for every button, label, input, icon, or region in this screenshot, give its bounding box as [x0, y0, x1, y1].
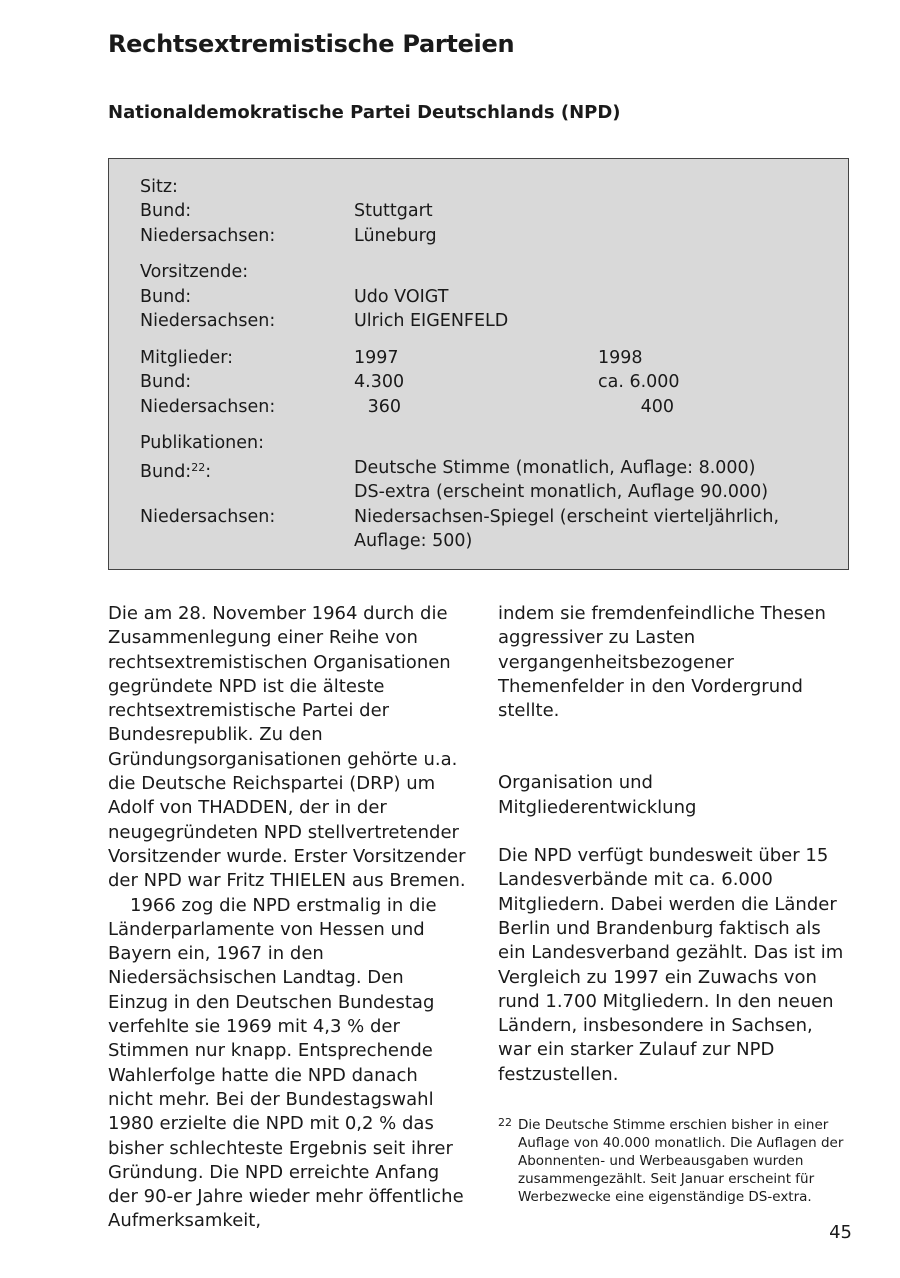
publ-nds-2: Auflage: 500): [354, 531, 473, 551]
sitz-nds-value: Lüneburg: [354, 226, 437, 246]
vors-bund-value: Udo VOIGT: [354, 287, 449, 307]
footnote-ref-22: 22: [191, 461, 206, 474]
subsection-heading: Organisation und Mitgliederentwicklung: [498, 772, 697, 818]
left-column: [108, 602, 468, 1234]
mitgl-nds-1998: 400: [640, 397, 674, 417]
publ-nds-label: Niedersachsen:: [140, 507, 276, 527]
mitgl-bund-label: Bund:: [140, 372, 192, 392]
footnote-mark: 22: [498, 1116, 512, 1129]
mitglieder-label: Mitglieder:: [140, 348, 234, 368]
sitz-bund-value: Stuttgart: [354, 201, 433, 221]
footnote: [498, 1116, 850, 1206]
body-paragraph: indem sie fremdenfeindliche Thesen aggressiver zu Lasten vergangenheitsbezogener Themenfelder in den Vordergrund stellte.: [498, 603, 826, 722]
vors-nds-value: Ulrich EIGENFELD: [354, 311, 509, 331]
mitgl-bund-1998: ca. 6.000: [598, 372, 680, 392]
publ-bund-1: Deutsche Stimme (monatlich, Auflage: 8.000): [354, 458, 756, 478]
section-title: Nationaldemokratische Partei Deutschlands (NPD): [108, 102, 621, 123]
publ-bund-label: Bund:: [140, 462, 192, 482]
right-column: [498, 602, 850, 1087]
publ-bund-colon: :: [205, 462, 212, 482]
sitz-bund-label: Bund:: [140, 201, 192, 221]
body-paragraph: 1966 zog die NPD erstmalig in die Länderparlamente von Hessen und Bayern ein, 1967 in den Niedersächsischen Landtag. Den Einzug in den Deutschen Bundestag verfehlte sie 1969 mit 4,3 % der Stimmen nur knapp. Entsprechende Wahlerfolge hatte die NPD danach nicht mehr. Bei der Bundestagswahl 1980 erzielte die NPD mit 0,2 % das bisher schlechteste Ergebnis seit ihrer Gründung. Die NPD erreichte Anfang der 90-er Jahre wieder mehr öffentliche Aufmerksamkeit,: [108, 894, 464, 1232]
info-box: [108, 158, 849, 570]
publ-bund-2: DS-extra (erscheint monatlich, Auflage 90.000): [354, 482, 769, 502]
year-1997: 1997: [354, 348, 399, 368]
vors-nds-label: Niedersachsen:: [140, 311, 276, 331]
body-paragraph: Die am 28. November 1964 durch die Zusammenlegung einer Reihe von rechtsextremistischen Organisationen gegründete NPD ist die älteste rechtsextremistische Partei der Bundesrepublik. Zu den Gründungsorganisationen gehörte u.a. die Deutsche Reichspartei (DRP) um Adolf von THADDEN, der in der neugegründeten NPD stellvertretender Vorsitzender wurde. Erster Vorsitzender der NPD war Fritz THIELEN aus Bremen.: [108, 603, 466, 892]
footnote-text: Die Deutsche Stimme erschien bisher in einer Auflage von 40.000 monatlich. Die Auflagen der Abonnenten- und Werbeausgaben wurden zusammengezählt. Seit Januar erscheint für Werbezwecke eine eigenständige DS-extra.: [518, 1117, 844, 1205]
mitgl-nds-1997: 360: [367, 397, 401, 417]
publ-bund-label-group: [140, 456, 211, 485]
year-1998: 1998: [598, 348, 643, 368]
mitgl-nds-label: Niedersachsen:: [140, 397, 276, 417]
page-number: 45: [829, 1222, 852, 1243]
vors-label: Vorsitzende:: [140, 262, 249, 282]
sitz-label: Sitz:: [140, 177, 178, 197]
mitgl-bund-1997: 4.300: [354, 372, 405, 392]
sitz-nds-label: Niedersachsen:: [140, 226, 276, 246]
body-paragraph: Die NPD verfügt bundesweit über 15 Landesverbände mit ca. 6.000 Mitgliedern. Dabei werden die Länder Berlin und Brandenburg faktisch als ein Landesverband gezählt. Das ist im Vergleich zu 1997 ein Zuwachs von rund 1.700 Mitgliedern. In den neuen Ländern, insbesondere in Sachsen, war ein starker Zulauf zur NPD festzustellen.: [498, 845, 844, 1085]
publ-label: Publikationen:: [140, 433, 264, 453]
page-title: Rechtsextremistische Parteien: [108, 30, 515, 58]
vors-bund-label: Bund:: [140, 287, 192, 307]
publ-nds-1: Niedersachsen-Spiegel (erscheint vierteljährlich,: [354, 507, 780, 527]
